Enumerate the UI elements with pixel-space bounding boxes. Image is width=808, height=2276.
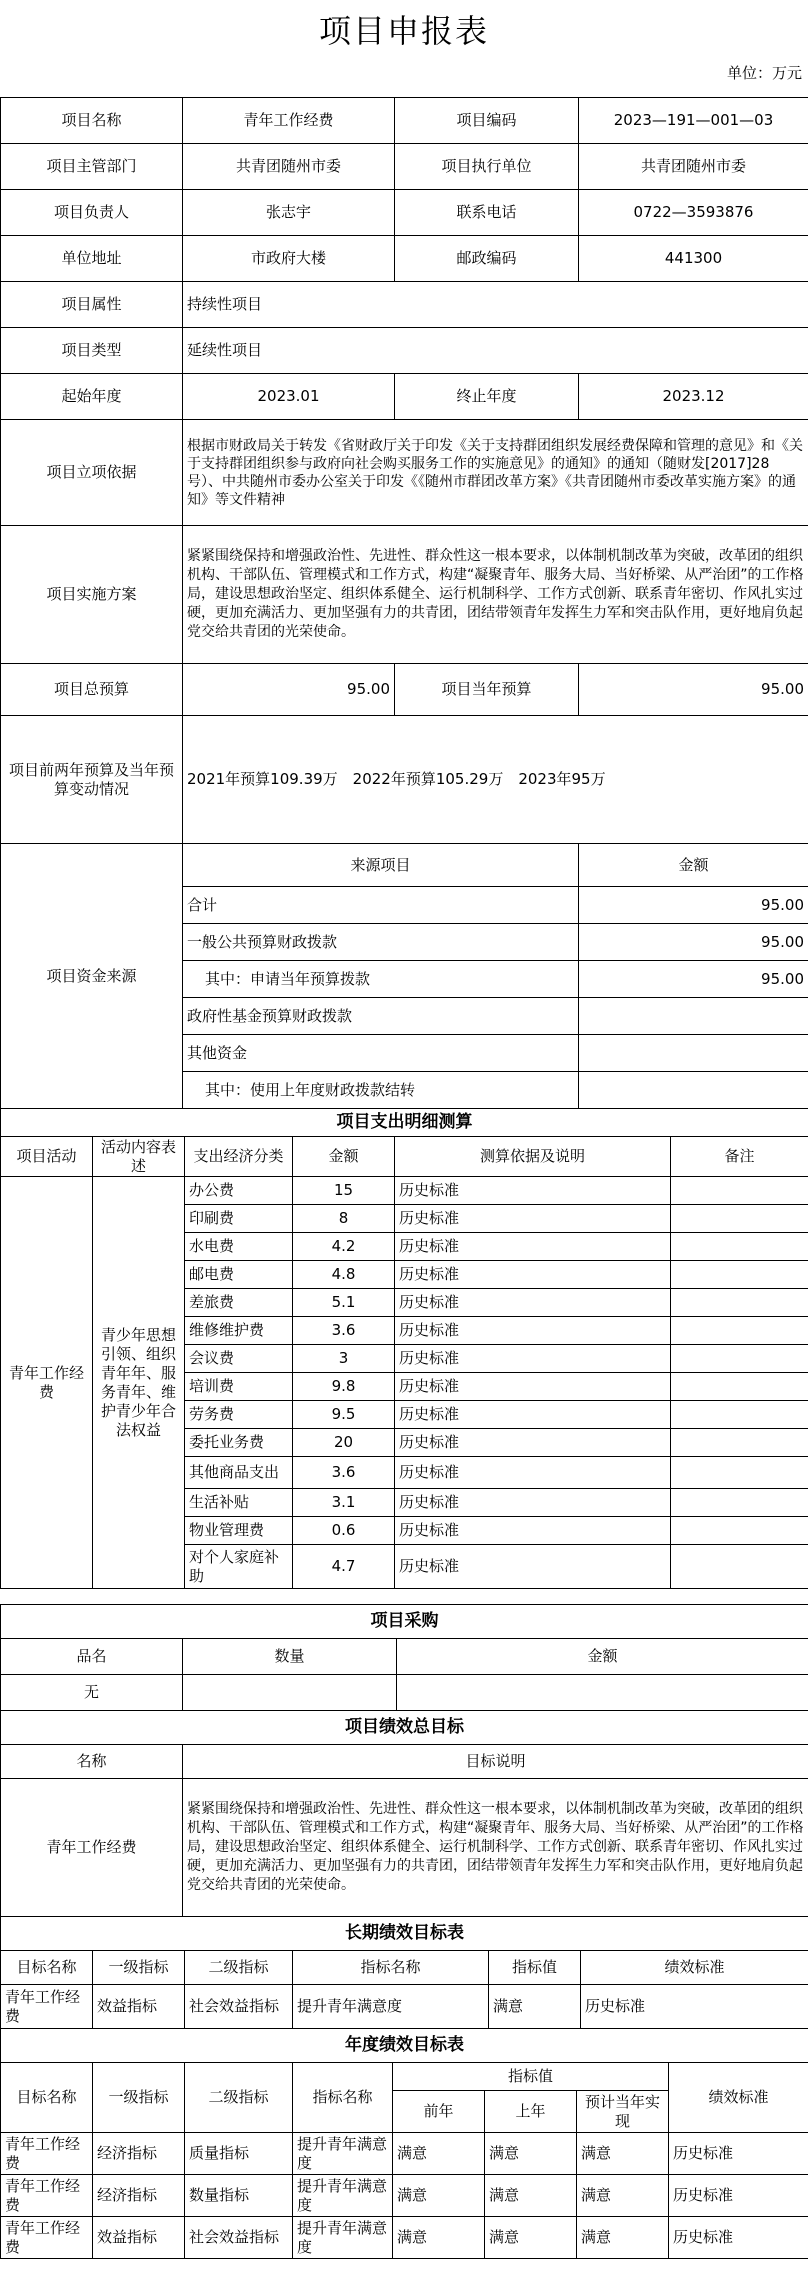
exec-unit-label: 项目执行单位 <box>395 144 579 190</box>
annual-header: 指标值 <box>393 2063 669 2091</box>
funding-row-name: 合计 <box>183 887 579 924</box>
detail-basis: 历史标准 <box>395 1457 671 1489</box>
detail-amount: 4.2 <box>293 1233 395 1261</box>
funding-row-amount <box>579 1035 808 1072</box>
detail-note <box>671 1261 808 1289</box>
procurement-title: 项目采购 <box>1 1605 808 1639</box>
funding-col-source: 来源项目 <box>183 844 579 887</box>
long-term-cell: 青年工作经费 <box>1 1985 93 2029</box>
detail-note <box>671 1429 808 1457</box>
start-year-label: 起始年度 <box>1 374 183 420</box>
detail-category: 印刷费 <box>185 1205 293 1233</box>
total-budget-value: 95.00 <box>183 664 395 716</box>
detail-category: 生活补贴 <box>185 1489 293 1517</box>
annual-header: 二级指标 <box>185 2063 293 2133</box>
detail-category: 会议费 <box>185 1345 293 1373</box>
annual-cell: 满意 <box>393 2175 485 2217</box>
annual-cell: 满意 <box>577 2217 669 2259</box>
project-name-value: 青年工作经费 <box>183 98 395 144</box>
detail-category: 水电费 <box>185 1233 293 1261</box>
detail-category: 维修维护费 <box>185 1317 293 1345</box>
end-year-label: 终止年度 <box>395 374 579 420</box>
plan-value: 紧紧围绕保持和增强政治性、先进性、群众性这一根本要求，以体制机制改革为突破，改革团的组织机构、干部队伍、管理模式和工作方式，构建“凝聚青年、服务大局、当好桥梁、从严治团”的工作格局，建设思想政治坚定、组织体系健全、运行机制科学、工作方式创新、联系青年密切、作风扎实过硬，更加充满活力、更加坚强有力的共青团，团结带领青年发挥生力军和突击队作用，更好地肩负起党交给共青团的光荣使命。 <box>183 526 808 664</box>
funding-label: 项目资金来源 <box>1 844 183 1109</box>
detail-category: 邮电费 <box>185 1261 293 1289</box>
leader-label: 项目负责人 <box>1 190 183 236</box>
detail-note <box>671 1345 808 1373</box>
long-term-header: 绩效标准 <box>581 1951 808 1985</box>
annual-cell: 满意 <box>577 2175 669 2217</box>
annual-cell: 青年工作经费 <box>1 2175 93 2217</box>
funding-row-amount <box>579 1072 808 1109</box>
detail-basis: 历史标准 <box>395 1429 671 1457</box>
performance-goal-table <box>0 1710 808 1917</box>
annual-header: 目标名称 <box>1 2063 93 2133</box>
funding-row-amount: 95.00 <box>579 924 808 961</box>
detail-category: 委托业务费 <box>185 1429 293 1457</box>
detail-note <box>671 1401 808 1429</box>
budget-change-value: 2021年预算109.39万 2022年预算105.29万 2023年95万 <box>183 716 808 844</box>
detail-basis: 历史标准 <box>395 1373 671 1401</box>
procurement-amount <box>397 1675 808 1711</box>
annual-cell: 满意 <box>393 2133 485 2175</box>
detail-amount: 3 <box>293 1345 395 1373</box>
detail-amount: 4.8 <box>293 1261 395 1289</box>
detail-basis: 历史标准 <box>395 1233 671 1261</box>
annual-subheader: 预计当年实现 <box>577 2091 669 2133</box>
project-name-label: 项目名称 <box>1 98 183 144</box>
procurement-header: 品名 <box>1 1639 183 1675</box>
detail-amount: 3.6 <box>293 1457 395 1489</box>
detail-note <box>671 1373 808 1401</box>
annual-cell: 提升青年满意度 <box>293 2217 393 2259</box>
funding-row-amount: 95.00 <box>579 961 808 998</box>
project-code-label: 项目编码 <box>395 98 579 144</box>
long-term-header: 目标名称 <box>1 1951 93 1985</box>
zip-value: 441300 <box>579 236 808 282</box>
basis-label: 项目立项依据 <box>1 420 183 526</box>
leader-value: 张志宇 <box>183 190 395 236</box>
detail-amount: 3.6 <box>293 1317 395 1345</box>
annual-header: 一级指标 <box>93 2063 185 2133</box>
long-term-cell: 社会效益指标 <box>185 1985 293 2029</box>
performance-goal-header: 目标说明 <box>183 1745 808 1779</box>
procurement-table <box>0 1604 808 1711</box>
detail-note <box>671 1233 808 1261</box>
long-term-cell: 提升青年满意度 <box>293 1985 489 2029</box>
funding-row-amount <box>579 998 808 1035</box>
year-budget-value: 95.00 <box>579 664 808 716</box>
detail-header: 金额 <box>293 1137 395 1177</box>
detail-basis: 历史标准 <box>395 1545 671 1589</box>
detail-amount: 8 <box>293 1205 395 1233</box>
funding-table <box>0 843 808 1109</box>
performance-goal-title: 项目绩效总目标 <box>1 1711 808 1745</box>
address-value: 市政府大楼 <box>183 236 395 282</box>
detail-amount: 5.1 <box>293 1289 395 1317</box>
attr-value: 持续性项目 <box>183 282 808 328</box>
total-budget-label: 项目总预算 <box>1 664 183 716</box>
project-info-table <box>0 97 808 844</box>
detail-basis: 历史标准 <box>395 1177 671 1205</box>
procurement-header: 金额 <box>397 1639 808 1675</box>
detail-note <box>671 1489 808 1517</box>
long-term-header: 一级指标 <box>93 1951 185 1985</box>
funding-col-amount: 金额 <box>579 844 808 887</box>
annual-table <box>0 2028 808 2259</box>
exec-unit-value: 共青团随州市委 <box>579 144 808 190</box>
detail-note <box>671 1205 808 1233</box>
detail-amount: 3.1 <box>293 1489 395 1517</box>
detail-basis: 历史标准 <box>395 1205 671 1233</box>
annual-cell: 社会效益指标 <box>185 2217 293 2259</box>
funding-row-name: 其他资金 <box>183 1035 579 1072</box>
procurement-qty <box>183 1675 397 1711</box>
zip-label: 邮政编码 <box>395 236 579 282</box>
performance-goal-name: 青年工作经费 <box>1 1779 183 1917</box>
long-term-title: 长期绩效目标表 <box>1 1917 808 1951</box>
detail-basis: 历史标准 <box>395 1401 671 1429</box>
end-year-value: 2023.12 <box>579 374 808 420</box>
detail-amount: 20 <box>293 1429 395 1457</box>
detail-header: 备注 <box>671 1137 808 1177</box>
detail-category: 培训费 <box>185 1373 293 1401</box>
annual-header: 指标名称 <box>293 2063 393 2133</box>
annual-cell: 满意 <box>485 2217 577 2259</box>
detail-basis: 历史标准 <box>395 1261 671 1289</box>
annual-cell: 提升青年满意度 <box>293 2133 393 2175</box>
annual-cell: 满意 <box>577 2133 669 2175</box>
long-term-cell: 效益指标 <box>93 1985 185 2029</box>
funding-row-name: 一般公共预算财政拨款 <box>183 924 579 961</box>
detail-basis: 历史标准 <box>395 1289 671 1317</box>
funding-row-name: 其中：申请当年预算拨款 <box>183 961 579 998</box>
detail-header: 测算依据及说明 <box>395 1137 671 1177</box>
basis-value: 根据市财政局关于转发《省财政厅关于印发《关于支持群团组织发展经费保障和管理的意见》和《关于支持群团组织参与政府向社会购买服务工作的实施意见》的通知》的通知（随财发[2017]28号）、中共随州市委办公室关于印发《《随州市群团改革方案》《共青团随州市委改革实施方案》的通知》等文件精神 <box>183 420 808 526</box>
attr-label: 项目属性 <box>1 282 183 328</box>
detail-amount: 4.7 <box>293 1545 395 1589</box>
annual-subheader: 前年 <box>393 2091 485 2133</box>
detail-basis: 历史标准 <box>395 1345 671 1373</box>
detail-amount: 0.6 <box>293 1517 395 1545</box>
procurement-header: 数量 <box>183 1639 397 1675</box>
detail-amount: 9.5 <box>293 1401 395 1429</box>
detail-category: 办公费 <box>185 1177 293 1205</box>
page-title: 项目申报表 <box>318 12 489 50</box>
long-term-header: 指标值 <box>489 1951 581 1985</box>
detail-basis: 历史标准 <box>395 1489 671 1517</box>
performance-goal-desc: 紧紧围绕保持和增强政治性、先进性、群众性这一根本要求，以体制机制改革为突破，改革团的组织机构、干部队伍、管理模式和工作方式，构建“凝聚青年、服务大局、当好桥梁、从严治团”的工作格局，建设思想政治坚定、组织体系健全、运行机制科学、工作方式创新、联系青年密切、作风扎实过硬，更加充满活力、更加坚强有力的共青团，团结带领青年发挥生力军和突击队作用，更好地肩负起党交给共青团的光荣使命。 <box>183 1779 808 1917</box>
funding-row-name: 政府性基金预算财政拨款 <box>183 998 579 1035</box>
year-budget-label: 项目当年预算 <box>395 664 579 716</box>
annual-cell: 历史标准 <box>669 2175 808 2217</box>
long-term-cell: 历史标准 <box>581 1985 808 2029</box>
annual-cell: 历史标准 <box>669 2133 808 2175</box>
detail-basis: 历史标准 <box>395 1317 671 1345</box>
detail-note <box>671 1177 808 1205</box>
detail-category: 对个人家庭补助 <box>185 1545 293 1589</box>
annual-cell: 经济指标 <box>93 2133 185 2175</box>
detail-header: 项目活动 <box>1 1137 93 1177</box>
detail-note <box>671 1517 808 1545</box>
funding-row-amount: 95.00 <box>579 887 808 924</box>
detail-category: 物业管理费 <box>185 1517 293 1545</box>
annual-header: 绩效标准 <box>669 2063 808 2133</box>
detail-content: 青少年思想引领、组织青年年、服务青年、维护青少年合法权益 <box>93 1177 185 1589</box>
detail-header: 活动内容表述 <box>93 1137 185 1177</box>
expense-detail-title: 项目支出明细测算 <box>1 1109 808 1137</box>
annual-cell: 满意 <box>485 2133 577 2175</box>
detail-basis: 历史标准 <box>395 1517 671 1545</box>
start-year-value: 2023.01 <box>183 374 395 420</box>
plan-label: 项目实施方案 <box>1 526 183 664</box>
budget-change-label: 项目前两年预算及当年预算变动情况 <box>1 716 183 844</box>
annual-cell: 质量指标 <box>185 2133 293 2175</box>
detail-note <box>671 1545 808 1589</box>
phone-value: 0722—3593876 <box>579 190 808 236</box>
detail-amount: 15 <box>293 1177 395 1205</box>
annual-cell: 经济指标 <box>93 2175 185 2217</box>
annual-subheader: 上年 <box>485 2091 577 2133</box>
annual-cell: 青年工作经费 <box>1 2217 93 2259</box>
funding-row-name: 其中：使用上年度财政拨款结转 <box>183 1072 579 1109</box>
dept-label: 项目主管部门 <box>1 144 183 190</box>
annual-cell: 数量指标 <box>185 2175 293 2217</box>
detail-note <box>671 1289 808 1317</box>
annual-cell: 提升青年满意度 <box>293 2175 393 2217</box>
phone-label: 联系电话 <box>395 190 579 236</box>
detail-category: 其他商品支出 <box>185 1457 293 1489</box>
long-term-header: 二级指标 <box>185 1951 293 1985</box>
procurement-item: 无 <box>1 1675 183 1711</box>
detail-header: 支出经济分类 <box>185 1137 293 1177</box>
address-label: 单位地址 <box>1 236 183 282</box>
detail-category: 劳务费 <box>185 1401 293 1429</box>
long-term-cell: 满意 <box>489 1985 581 2029</box>
annual-cell: 满意 <box>485 2175 577 2217</box>
type-label: 项目类型 <box>1 328 183 374</box>
annual-cell: 青年工作经费 <box>1 2133 93 2175</box>
long-term-table <box>0 1916 808 2029</box>
unit-label: 单位：万元 <box>726 64 802 82</box>
type-value: 延续性项目 <box>183 328 808 374</box>
long-term-header: 指标名称 <box>293 1951 489 1985</box>
dept-value: 共青团随州市委 <box>183 144 395 190</box>
annual-cell: 满意 <box>393 2217 485 2259</box>
detail-category: 差旅费 <box>185 1289 293 1317</box>
project-code-value: 2023—191—001—03 <box>579 98 808 144</box>
annual-cell: 历史标准 <box>669 2217 808 2259</box>
performance-goal-header: 名称 <box>1 1745 183 1779</box>
detail-note <box>671 1457 808 1489</box>
detail-note <box>671 1317 808 1345</box>
detail-amount: 9.8 <box>293 1373 395 1401</box>
expense-detail-table <box>0 1108 808 1589</box>
detail-activity: 青年工作经费 <box>1 1177 93 1589</box>
annual-title: 年度绩效目标表 <box>1 2029 808 2063</box>
annual-cell: 效益指标 <box>93 2217 185 2259</box>
